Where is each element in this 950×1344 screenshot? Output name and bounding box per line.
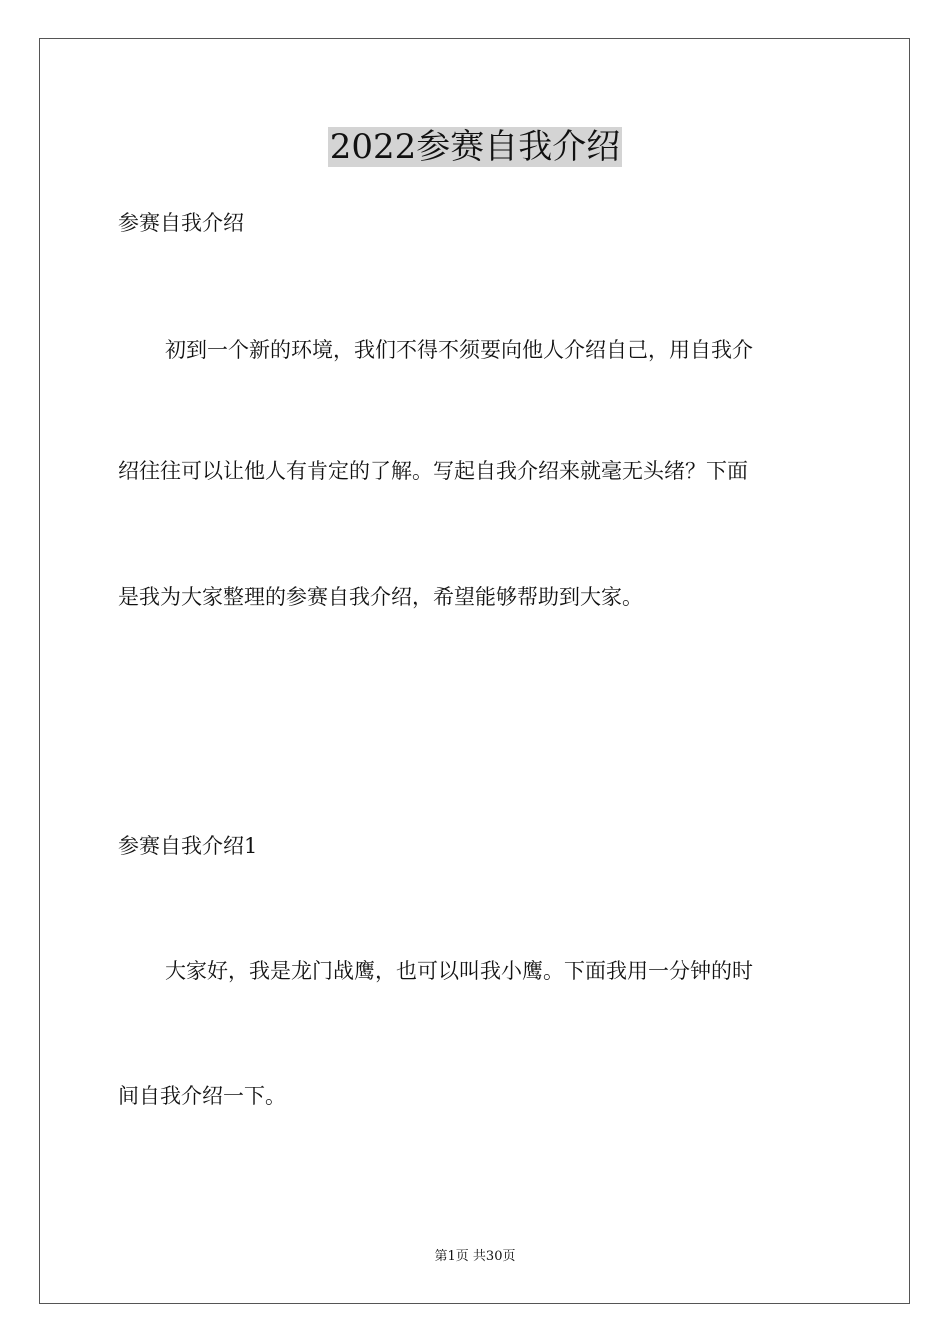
section-heading: 参赛自我介绍1 — [118, 834, 258, 858]
paragraph-line: 绍往往可以让他人有肯定的了解。写起自我介绍来就毫无头绪？下面 — [118, 459, 748, 483]
document-title-text: 2022参赛自我介绍 — [329, 127, 621, 167]
paragraph-line: 大家好，我是龙门战鹰，也可以叫我小鹰。下面我用一分钟的时 — [165, 959, 753, 983]
subtitle: 参赛自我介绍 — [118, 211, 244, 235]
paragraph-line: 间自我介绍一下。 — [118, 1084, 286, 1108]
paragraph-line: 是我为大家整理的参赛自我介绍，希望能够帮助到大家。 — [118, 585, 643, 609]
paragraph-line: 初到一个新的环境，我们不得不须要向他人介绍自己，用自我介 — [165, 338, 753, 362]
page-footer: 第1页 共30页 — [434, 1249, 516, 1264]
document-title — [0, 124, 950, 170]
